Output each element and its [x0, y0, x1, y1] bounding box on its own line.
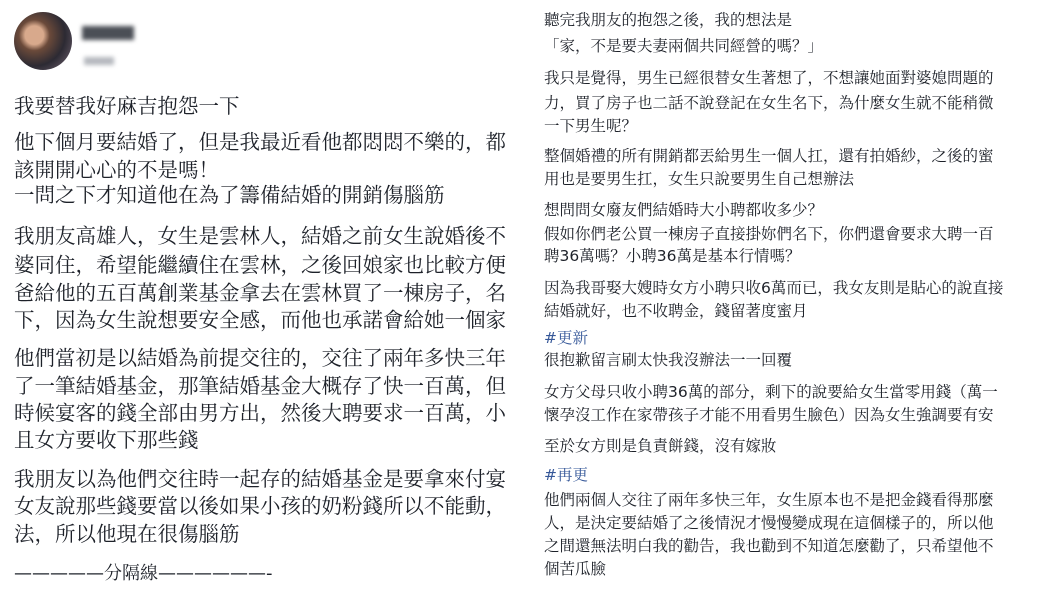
post-text-line: 法，所以他現在很傷腦筋: [14, 522, 240, 546]
avatar[interactable]: [14, 12, 72, 70]
post-text-line: 人，是決定要結婚了之後情況才慢慢變成現在這個樣子的，所以他: [544, 514, 994, 532]
hashtag-update-again[interactable]: #再更: [544, 466, 588, 484]
post-text-line: 該開開心心的不是嗎！: [14, 158, 219, 182]
post-text-line: 因為我哥娶大嫂時女方小聘只收6萬而已，我女友則是貼心的說直接: [544, 279, 1004, 297]
post-text-line: 我要替我好麻吉抱怨一下: [14, 94, 240, 118]
post-text-line: 女方父母只收小聘36萬的部分，剩下的說要給女生當零用錢（萬一: [544, 383, 998, 401]
post-text-line: 假如你們老公買一棟房子直接掛妳們名下，你們還會要求大聘一百: [544, 225, 994, 243]
author-name-blurred[interactable]: [82, 26, 134, 40]
post-text-line: 他下個月要結婚了，但是我最近看他都悶悶不樂的，都: [14, 130, 506, 154]
post-text-line: 他們當初是以結婚為前提交往的，交往了兩年多快三年: [14, 346, 506, 370]
post-text-line: 聘36萬嗎？小聘36萬是基本行情嗎？: [544, 247, 801, 265]
post-text-line: 我朋友高雄人，女生是雲林人，結婚之前女生說婚後不: [14, 224, 506, 248]
post-text-line: 一問之下才知道他在為了籌備結婚的開銷傷腦筋: [14, 183, 445, 207]
post-text-line: 至於女方則是負責餅錢，沒有嫁妝: [544, 437, 777, 455]
post-text-line: 婆同住，希望能繼續住在雲林，之後回娘家也比較方便: [14, 253, 506, 277]
post-text-line: 下，因為女生說想要安全感，而他也承諾會給她一個家: [14, 308, 506, 332]
post-text-line: 時候宴客的錢全部由男方出，然後大聘要求一百萬，小: [14, 401, 506, 425]
post-time-blurred[interactable]: [84, 57, 114, 65]
post-text-line: 一下男生呢？: [544, 117, 638, 135]
post-text-line: 他們兩個人交往了兩年多快三年，女生原本也不是把金錢看得那麼: [544, 491, 994, 509]
post-text-line: 個苦瓜臉: [544, 560, 607, 578]
post-text-line: 整個婚禮的所有開銷都丟給男生一個人扛，還有拍婚紗，之後的蜜: [544, 147, 994, 165]
separator-line: —————分隔線——————-: [14, 563, 273, 584]
post-text-line: 且女方要收下那些錢: [14, 428, 199, 452]
post-text-line: 女友說那些錢要當以後如果小孩的奶粉錢所以不能動，: [14, 494, 506, 518]
post-text-line: 之間還無法明白我的勸告，我也勸到不知道怎麼勸了，只希望他不: [544, 537, 994, 555]
post-text-line: 「家，不是要夫妻兩個共同經營的嗎？」: [544, 37, 824, 55]
right-post-panel: [540, 0, 1060, 596]
post-text-line: 了一筆結婚基金，那筆結婚基金大概存了快一百萬，但: [14, 374, 506, 398]
post-text-line: 很抱歉留言刷太快我沒辦法一一回覆: [544, 351, 793, 369]
hashtag-update[interactable]: #更新: [544, 329, 588, 347]
panel-divider: [530, 0, 538, 596]
left-post-panel: [0, 0, 527, 596]
post-text-line: 聽完我朋友的抱怨之後，我的想法是: [544, 11, 793, 29]
post-text-line: 我只是覺得，男生已經很替女生著想了，不想讓她面對婆媳問題的: [544, 69, 994, 87]
post-text-line: 用也是要男生扛，女生只說要男生自己想辦法: [544, 170, 855, 188]
post-text-line: 想問問女廢友們結婚時大小聘都收多少？: [544, 201, 824, 219]
post-text-line: 我朋友以為他們交往時一起存的結婚基金是要拿來付宴: [14, 467, 506, 491]
post-text-line: 懷孕沒工作在家帶孩子才能不用看男生臉色）因為女生強調要有安: [544, 406, 994, 424]
post-text-line: 爸給他的五百萬創業基金拿去在雲林買了一棟房子，名: [14, 281, 506, 305]
post-text-line: 力，買了房子也二話不說登記在女生名下，為什麼女生就不能稍微: [544, 94, 994, 112]
post-text-line: 結婚就好，也不收聘金，錢留著度蜜月: [544, 302, 808, 320]
